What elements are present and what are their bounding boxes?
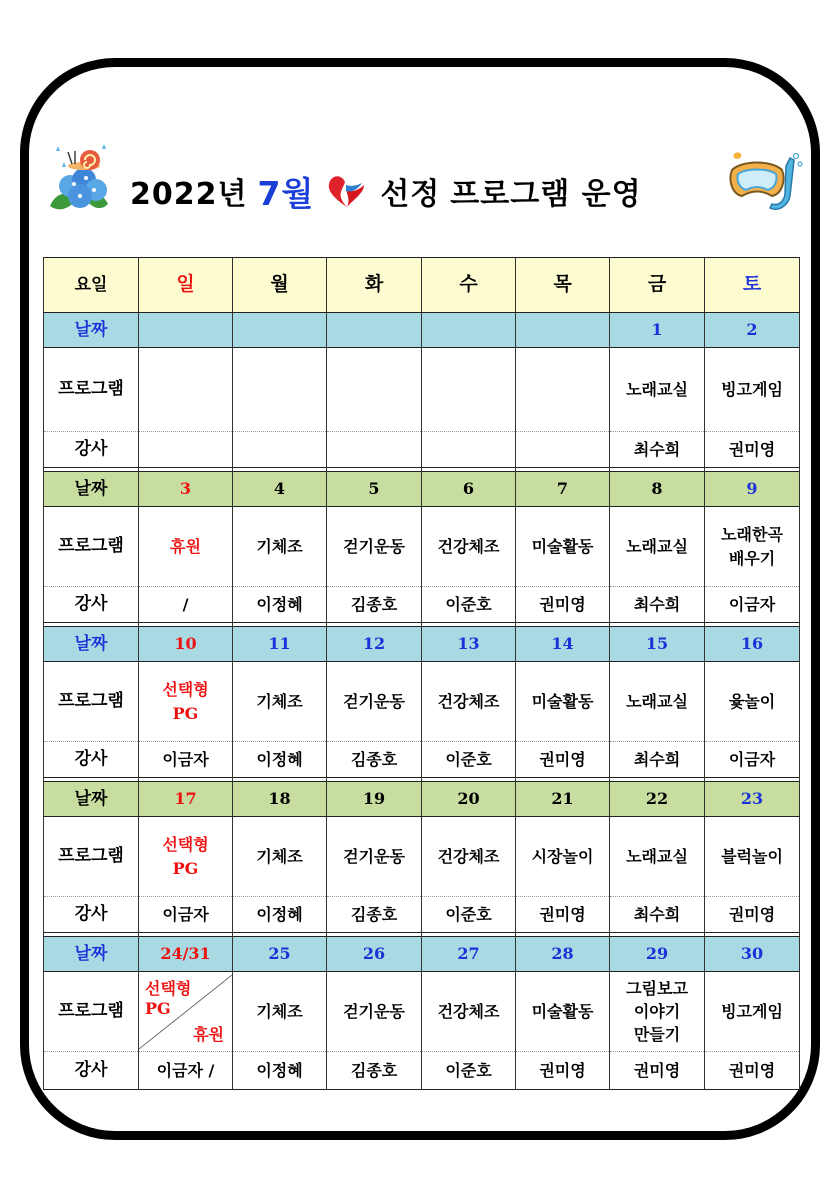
date-cell [233, 313, 327, 348]
split-program [139, 975, 232, 1049]
instructor-row [44, 587, 800, 623]
weekday-header-cell: 화 [327, 258, 422, 313]
date-cell [139, 313, 233, 348]
instructor-cell [422, 432, 516, 468]
date-cell: 28 [516, 937, 610, 972]
date-cell: 24/31 [139, 937, 233, 972]
instructor-cell: 권미영 [705, 897, 800, 933]
date-cell: 19 [327, 782, 422, 817]
split-program-bottom: 휴원 [193, 1025, 224, 1045]
date-cell: 8 [610, 472, 705, 507]
instructor-cell [139, 432, 233, 468]
date-row [44, 472, 800, 507]
program-cell [516, 348, 610, 432]
instructor-cell: 권미영 [516, 897, 610, 933]
instructor-cell: 권미영 [516, 1052, 610, 1090]
page-title [130, 168, 642, 214]
instructor-cell: 이정혜 [233, 897, 327, 933]
program-cell: 미술활동 [516, 507, 610, 587]
instructor-cell: 이정혜 [233, 742, 327, 778]
instructor-cell: 이준호 [422, 742, 516, 778]
date-cell: 6 [422, 472, 516, 507]
date-cell: 12 [327, 627, 422, 662]
instructor-cell: 이정혜 [233, 1052, 327, 1090]
date-row [44, 782, 800, 817]
program-cell [422, 348, 516, 432]
instructor-cell: 권미영 [516, 587, 610, 623]
program-cell: 노래교실 [610, 662, 705, 742]
program-label-cell: 프로그램 [44, 817, 139, 897]
date-row [44, 313, 800, 348]
instructor-cell: 이금자 [705, 742, 800, 778]
program-cell: 노래교실 [610, 507, 705, 587]
date-cell: 4 [233, 472, 327, 507]
program-cell: 빙고게임 [705, 348, 800, 432]
instructor-cell: 김종호 [327, 742, 422, 778]
date-cell [422, 313, 516, 348]
program-cell: 빙고게임 [705, 972, 800, 1052]
instructor-cell: 이준호 [422, 587, 516, 623]
program-cell: 걷기운동 [327, 972, 422, 1052]
program-label-cell: 프로그램 [44, 662, 139, 742]
date-cell: 14 [516, 627, 610, 662]
date-cell: 21 [516, 782, 610, 817]
program-cell: 그림보고 이야기 만들기 [610, 972, 705, 1052]
instructor-cell: 이금자 [139, 897, 233, 933]
program-row [44, 972, 800, 1052]
program-cell-split [139, 972, 233, 1052]
weekday-header-cell: 수 [422, 258, 516, 313]
instructor-row [44, 1052, 800, 1090]
weekday-label-cell: 요일 [44, 258, 139, 313]
instructor-cell: 최수희 [610, 432, 705, 468]
date-cell: 1 [610, 313, 705, 348]
program-row [44, 348, 800, 432]
date-cell [327, 313, 422, 348]
program-cell: 기체조 [233, 662, 327, 742]
program-label-cell: 프로그램 [44, 972, 139, 1052]
instructor-cell [516, 432, 610, 468]
instructor-cell: 최수희 [610, 897, 705, 933]
program-cell: 윷놀이 [705, 662, 800, 742]
date-cell: 30 [705, 937, 800, 972]
instructor-cell: 권미영 [705, 432, 800, 468]
date-cell: 16 [705, 627, 800, 662]
date-cell: 7 [516, 472, 610, 507]
instructor-cell: 권미영 [516, 742, 610, 778]
program-cell: 블럭놀이 [705, 817, 800, 897]
program-cell [233, 348, 327, 432]
instructor-row [44, 432, 800, 468]
instructor-label-cell: 강사 [44, 742, 139, 778]
title-brand: 선정 [380, 177, 441, 212]
program-cell: 건강체조 [422, 662, 516, 742]
instructor-cell: 김종호 [327, 1052, 422, 1090]
date-cell: 9 [705, 472, 800, 507]
title-year: 2022년 [130, 177, 248, 212]
split-program-top: 선택형 PG [145, 978, 192, 1019]
instructor-cell [233, 432, 327, 468]
date-cell [516, 313, 610, 348]
instructor-label-cell: 강사 [44, 587, 139, 623]
date-label-cell: 날짜 [44, 782, 139, 817]
weekday-header-cell: 일 [139, 258, 233, 313]
date-cell: 3 [139, 472, 233, 507]
program-cell: 미술활동 [516, 972, 610, 1052]
date-row [44, 937, 800, 972]
heart-logo-icon [324, 171, 370, 211]
program-label-cell: 프로그램 [44, 348, 139, 432]
program-cell [327, 348, 422, 432]
date-cell: 10 [139, 627, 233, 662]
instructor-cell [327, 432, 422, 468]
date-row [44, 627, 800, 662]
program-cell: 미술활동 [516, 662, 610, 742]
instructor-cell: / [139, 587, 233, 623]
instructor-label-cell: 강사 [44, 897, 139, 933]
date-cell: 13 [422, 627, 516, 662]
date-cell: 25 [233, 937, 327, 972]
date-label-cell: 날짜 [44, 937, 139, 972]
instructor-cell: 이준호 [422, 897, 516, 933]
program-cell [139, 348, 233, 432]
instructor-cell: 이금자 [139, 742, 233, 778]
date-cell: 11 [233, 627, 327, 662]
snorkel-goggles-icon [722, 150, 804, 216]
date-cell: 26 [327, 937, 422, 972]
date-label-cell: 날짜 [44, 313, 139, 348]
program-row [44, 662, 800, 742]
program-cell: 걷기운동 [327, 662, 422, 742]
program-cell: 걷기운동 [327, 817, 422, 897]
program-row [44, 817, 800, 897]
title-month: 7월 [257, 173, 315, 213]
program-cell: 노래교실 [610, 817, 705, 897]
date-cell: 5 [327, 472, 422, 507]
program-cell: 건강체조 [422, 972, 516, 1052]
date-cell: 2 [705, 313, 800, 348]
program-cell: 건강체조 [422, 507, 516, 587]
date-cell: 27 [422, 937, 516, 972]
instructor-cell: 이준호 [422, 1052, 516, 1090]
date-cell: 29 [610, 937, 705, 972]
program-cell: 건강체조 [422, 817, 516, 897]
instructor-cell: 권미영 [705, 1052, 800, 1090]
program-cell: 선택형 PG [139, 662, 233, 742]
date-label-cell: 날짜 [44, 627, 139, 662]
program-cell: 노래한곡 배우기 [705, 507, 800, 587]
snail-hydrangea-icon [44, 140, 120, 216]
schedule-table [43, 257, 800, 1090]
instructor-label-cell: 강사 [44, 432, 139, 468]
instructor-cell: 김종호 [327, 587, 422, 623]
weekday-header-cell: 토 [705, 258, 800, 313]
instructor-cell: 권미영 [610, 1052, 705, 1090]
instructor-cell: 최수희 [610, 742, 705, 778]
date-cell: 17 [139, 782, 233, 817]
instructor-row [44, 897, 800, 933]
program-cell: 휴원 [139, 507, 233, 587]
instructor-cell: 김종호 [327, 897, 422, 933]
instructor-cell: 최수희 [610, 587, 705, 623]
program-cell: 노래교실 [610, 348, 705, 432]
instructor-row [44, 742, 800, 778]
instructor-cell: 이정혜 [233, 587, 327, 623]
date-cell: 20 [422, 782, 516, 817]
weekday-header-cell: 금 [610, 258, 705, 313]
program-cell: 시장놀이 [516, 817, 610, 897]
date-cell: 23 [705, 782, 800, 817]
instructor-cell: 이금자 / [139, 1052, 233, 1090]
weekday-header-row [44, 258, 800, 313]
title-suffix: 프로그램 운영 [450, 177, 642, 212]
program-cell: 선택형 PG [139, 817, 233, 897]
program-cell: 기체조 [233, 972, 327, 1052]
program-cell: 기체조 [233, 507, 327, 587]
program-cell: 기체조 [233, 817, 327, 897]
program-row [44, 507, 800, 587]
program-cell: 걷기운동 [327, 507, 422, 587]
program-label-cell: 프로그램 [44, 507, 139, 587]
weekday-header-cell: 월 [233, 258, 327, 313]
date-label-cell: 날짜 [44, 472, 139, 507]
instructor-label-cell: 강사 [44, 1052, 139, 1090]
date-cell: 22 [610, 782, 705, 817]
date-cell: 18 [233, 782, 327, 817]
instructor-cell: 이금자 [705, 587, 800, 623]
date-cell: 15 [610, 627, 705, 662]
weekday-header-cell: 목 [516, 258, 610, 313]
